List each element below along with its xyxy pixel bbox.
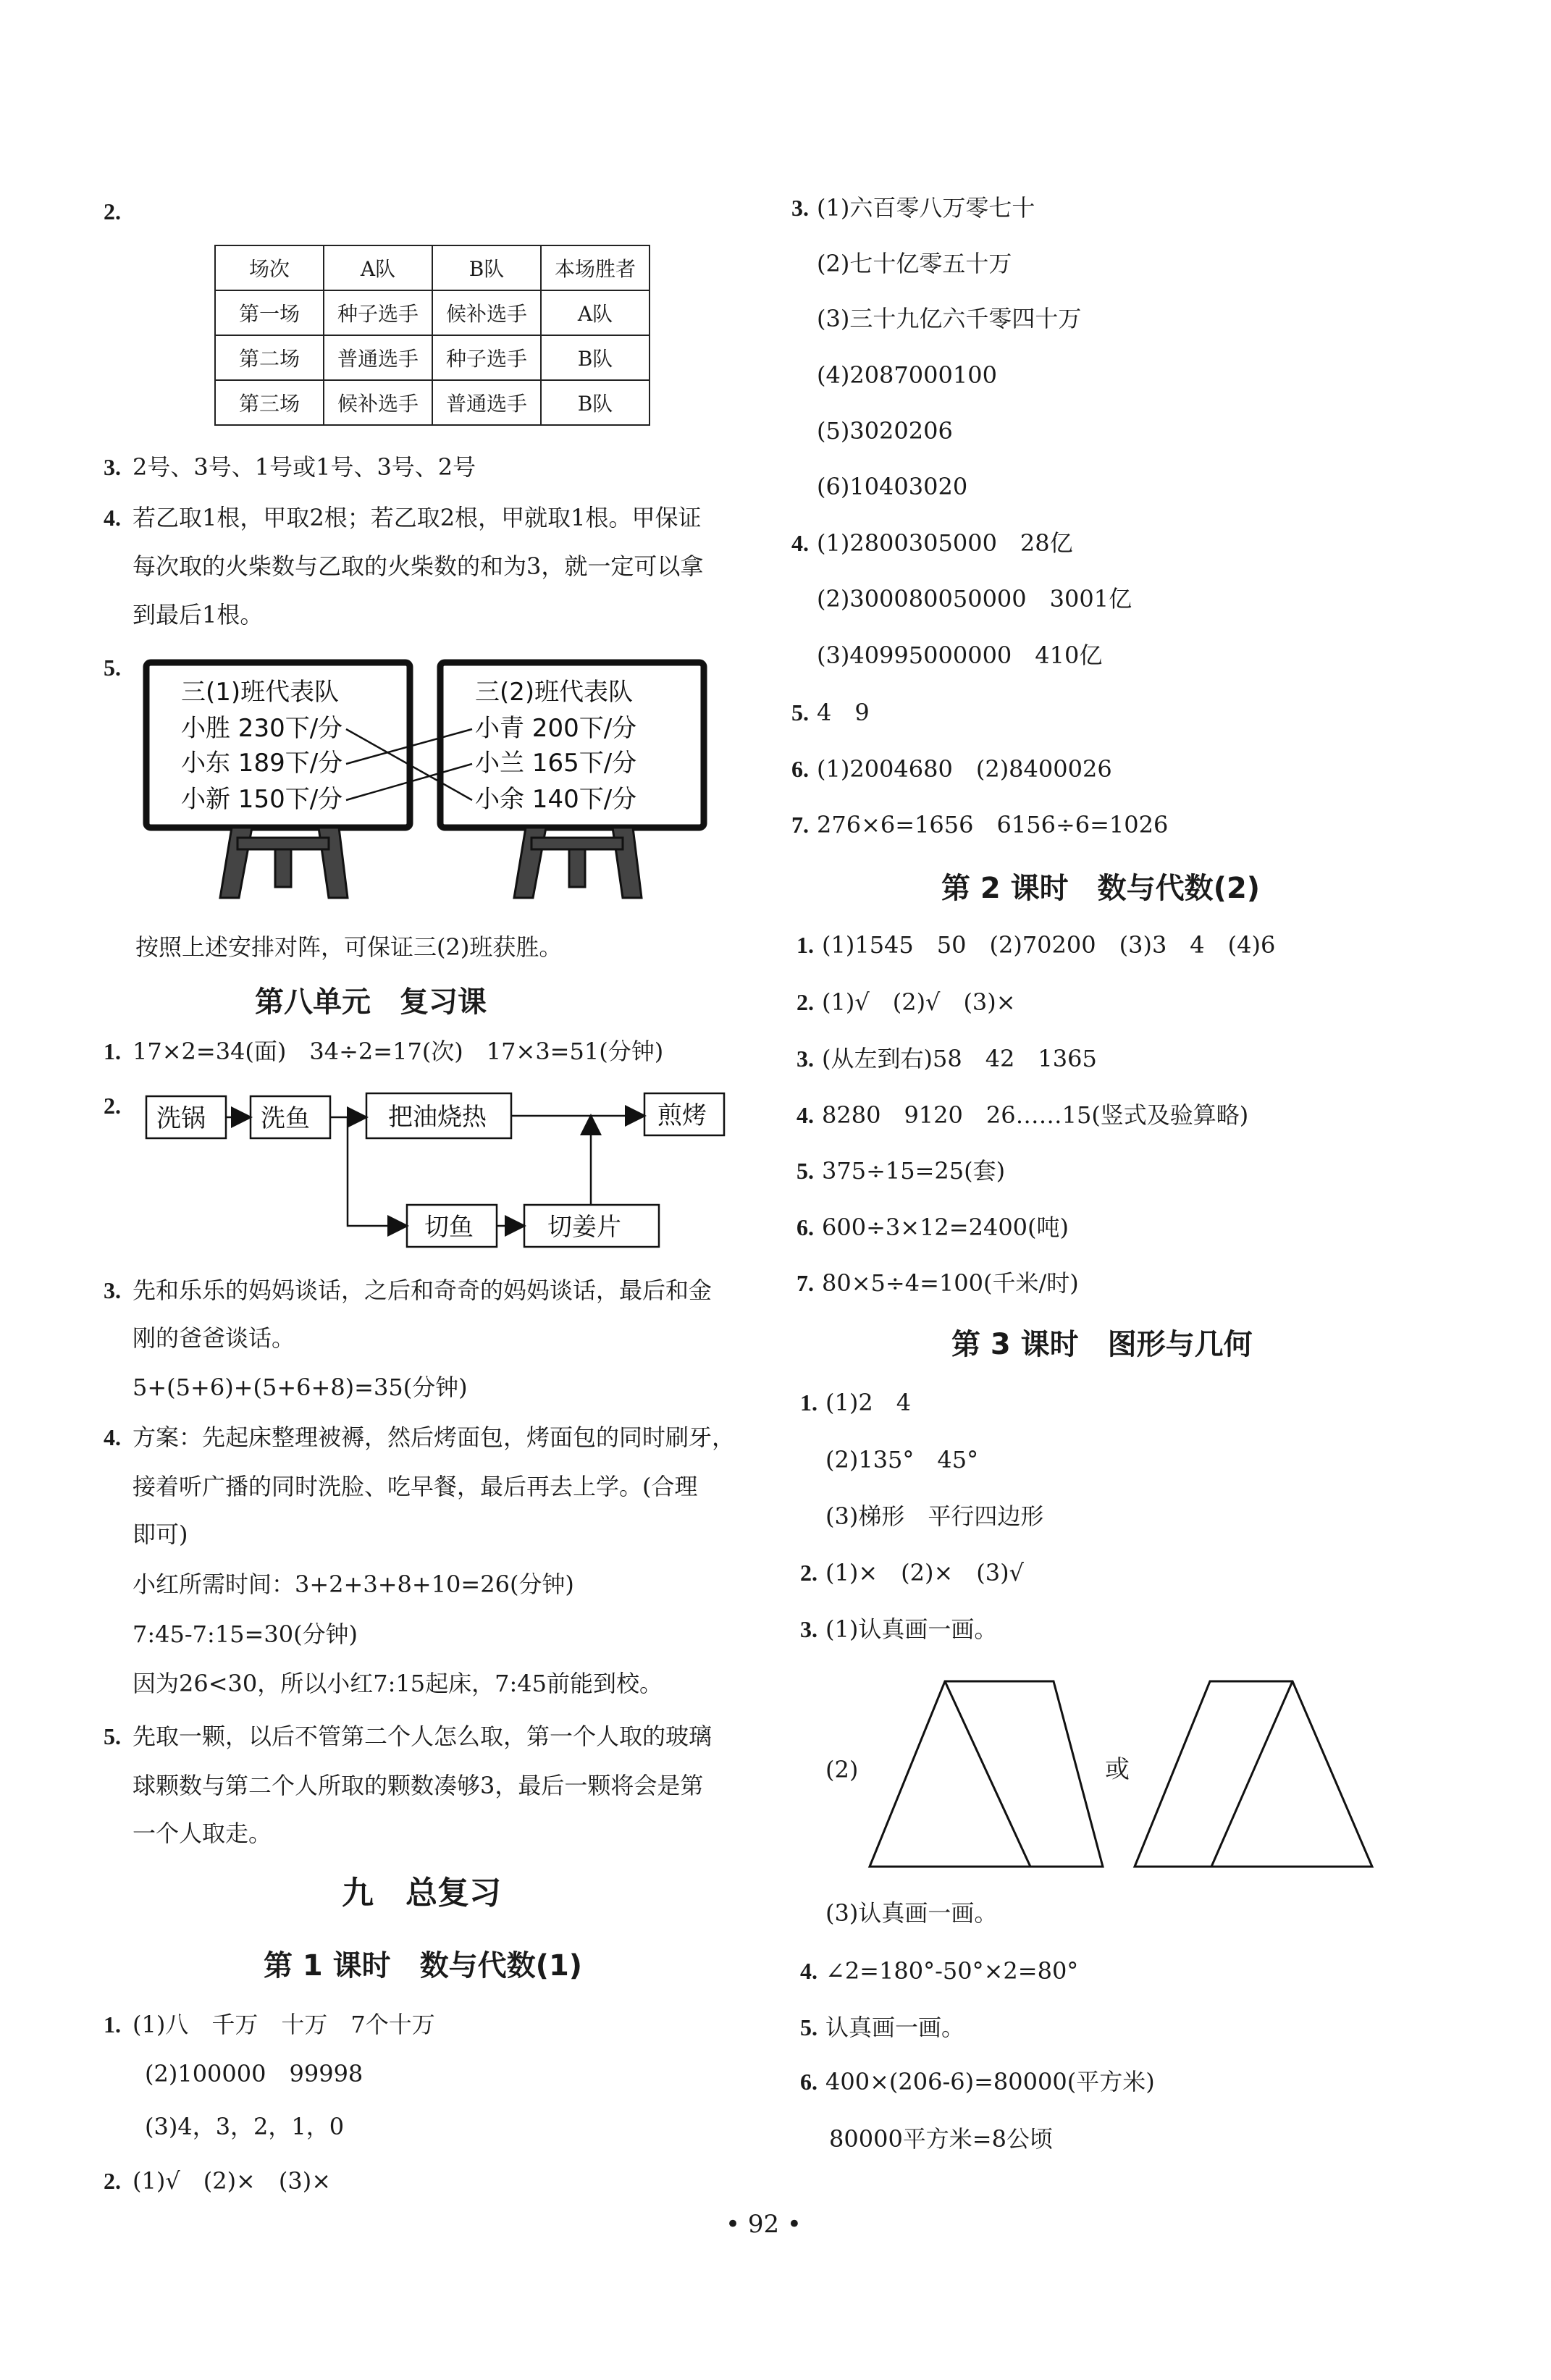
table-header: A队 (324, 245, 432, 290)
table-cell: B队 (541, 380, 650, 425)
l3-q3-fig-label: (2) (825, 1756, 859, 1783)
l3-q2-number: 2. (800, 1560, 817, 1586)
easel-legs (514, 828, 642, 898)
u8-q3-line: 刚的爸爸谈话。 (133, 1324, 295, 1352)
u8-q4-line: 因为26<30，所以小红7:15起床，7:45前能到校。 (133, 1670, 663, 1697)
table-row (215, 290, 650, 335)
flow-label: 切姜片 (547, 1213, 621, 1242)
q5-number: 5. (104, 655, 121, 681)
r-q6-answer: (1)2004680 (2)8400026 (817, 755, 1112, 783)
q3-answer: 2号、3号、1号或1号、3号、2号 (133, 453, 476, 481)
q4-line: 若乙取1根，甲取2根；若乙取2根，甲就取1根。甲保证 (133, 504, 702, 531)
u8-q3-number: 3. (104, 1277, 121, 1303)
l2-item-answer: 600÷3×12=2400(吨) (822, 1214, 1069, 1241)
l3-q6-line: 400×(206-6)=80000(平方米) (825, 2068, 1155, 2095)
q4-line: 每次取的火柴数与乙取的火柴数的和为3，就一定可以拿 (133, 552, 704, 580)
trapezoid-divider (945, 1681, 1030, 1867)
trapezoid-divider (1211, 1681, 1292, 1867)
u8-q4-line: 7:45-7:15=30(分钟) (133, 1620, 358, 1648)
q2-label: 2. (104, 198, 121, 224)
board1-title: 三(1)班代表队 (181, 678, 340, 707)
r-q3-line: (5)3020206 (817, 417, 953, 445)
u8-q5-number: 5. (104, 1723, 121, 1749)
u8-q5-line: 先取一颗，以后不管第二个人怎么取，第一个人取的玻璃 (133, 1723, 713, 1750)
l2-item-answer: (1)1545 50 (2)70200 (3)3 4 (4)6 (822, 931, 1276, 959)
r-q4-line: (2)300080050000 3001亿 (817, 585, 1132, 613)
r-q7-answer: 276×6=1656 6156÷6=1026 (817, 811, 1169, 838)
r-q3-line: (2)七十亿零五十万 (817, 250, 1012, 277)
l2-item-number: 7. (796, 1270, 814, 1296)
trapezoid-left (870, 1681, 1103, 1867)
table-cell: 普通选手 (324, 335, 432, 380)
l3-q1-line: (2)135° 45° (825, 1446, 979, 1473)
lesson3-title: 第 3 课时 图形与几何 (951, 1328, 1253, 1361)
l3-q3-number: 3. (800, 1616, 817, 1642)
table-cell: 候补选手 (432, 290, 541, 335)
table-cell: 普通选手 (432, 380, 541, 425)
l3-q1-number: 1. (800, 1389, 817, 1416)
board2-row: 小青 200下/分 (475, 714, 637, 743)
r-q5-answer: 4 9 (817, 699, 870, 726)
r-q6-number: 6. (791, 756, 809, 782)
u8-q4-line: 小红所需时间：3+2+3+8+10=26(分钟) (133, 1570, 574, 1598)
u8-q1-answer: 17×2=34(面) 34÷2=17(次) 17×3=51(分钟) (133, 1038, 664, 1065)
chapter9-title: 九 总复习 (342, 1875, 501, 1912)
table-row (215, 245, 650, 290)
boards-figure (130, 648, 724, 909)
l3-q3-line: (3)认真画一画。 (825, 1899, 998, 1927)
l2-item-answer: (从左到右)58 42 1365 (822, 1045, 1097, 1072)
board2-row: 小兰 165下/分 (475, 749, 637, 778)
table-cell: 候补选手 (324, 380, 432, 425)
l3-q2-answer: (1)× (2)× (3)√ (825, 1559, 1025, 1586)
r-q3-line: (3)三十九亿六千零四十万 (817, 305, 1082, 332)
l2-item-number: 3. (796, 1046, 814, 1072)
u8-q4-line: 接着听广播的同时洗脸、吃早餐，最后再去上学。(合理 (133, 1473, 698, 1500)
l3-q5-number: 5. (800, 2014, 817, 2040)
l1-q1-line: (3)4，3，2，1，0 (145, 2113, 345, 2140)
l3-q5-answer: 认真画一画。 (825, 2014, 965, 2041)
r-q7-number: 7. (791, 812, 809, 838)
l1-q1-line: (2)100000 99998 (145, 2060, 363, 2087)
u8-q3-line: 5+(5+6)+(5+6+8)=35(分钟) (133, 1374, 468, 1401)
board2-row: 小余 140下/分 (475, 785, 637, 814)
table-cell: 种子选手 (432, 335, 541, 380)
table-header: 本场胜者 (541, 245, 650, 290)
lesson1-title: 第 1 课时 数与代数(1) (264, 1949, 583, 1982)
q3-number: 3. (104, 454, 121, 480)
flow-label: 洗锅 (156, 1104, 206, 1133)
l1-q2-answer: (1)√ (2)× (3)× (133, 2167, 332, 2195)
or-label: 或 (1105, 1755, 1130, 1784)
l2-item-number: 6. (796, 1214, 814, 1240)
table-row (215, 335, 650, 380)
unit8-title: 第八单元 复习课 (255, 985, 487, 1019)
l2-item-answer: (1)√ (2)√ (3)× (822, 988, 1016, 1016)
r-q4-number: 4. (791, 530, 809, 556)
u8-q1-number: 1. (104, 1038, 121, 1064)
table-cell: 第二场 (215, 335, 324, 380)
q4-line: 到最后1根。 (133, 601, 264, 628)
l2-item-number: 5. (796, 1158, 814, 1184)
u8-q4-line: 即可) (133, 1521, 188, 1548)
q5-note: 按照上述安排对阵，可保证三(2)班获胜。 (135, 933, 563, 961)
u8-q2-number: 2. (104, 1093, 121, 1119)
table-cell: 第三场 (215, 380, 324, 425)
easel-legs (220, 828, 348, 898)
q4-number: 4. (104, 505, 121, 531)
match-table (214, 245, 650, 426)
r-q3-number: 3. (791, 195, 809, 221)
l2-item-answer: 8280 9120 26……15(竖式及验算略) (822, 1101, 1249, 1129)
l3-q6-line: 80000平方米=8公顷 (829, 2125, 1053, 2153)
trapezoid-right (1135, 1681, 1372, 1867)
l2-item-answer: 375÷15=25(套) (822, 1157, 1006, 1185)
l2-item-number: 2. (796, 989, 814, 1015)
board1-row: 小新 150下/分 (181, 785, 343, 814)
board1-row: 小胜 230下/分 (181, 714, 343, 743)
u8-q5-line: 一个人取走。 (133, 1820, 272, 1847)
r-q4-line: (3)40995000000 410亿 (817, 642, 1103, 669)
l1-q1-line: (1)八 千万 十万 7个十万 (133, 2011, 435, 2038)
lesson2-title: 第 2 课时 数与代数(2) (941, 872, 1261, 905)
table-row (215, 380, 650, 425)
l3-q1-line: (3)梯形 平行四边形 (825, 1502, 1044, 1530)
r-q5-number: 5. (791, 699, 809, 726)
flow-label: 把油烧热 (388, 1103, 487, 1132)
l1-q2-number: 2. (104, 2168, 121, 2194)
l3-q6-number: 6. (800, 2069, 817, 2095)
l2-item-number: 4. (796, 1102, 814, 1128)
r-q3-line: (1)六百零八万零七十 (817, 194, 1035, 222)
l2-item-answer: 80×5÷4=100(千米/时) (822, 1269, 1079, 1297)
l3-q1-line: (1)2 4 (825, 1389, 912, 1416)
table-header: B队 (432, 245, 541, 290)
table-cell: 第一场 (215, 290, 324, 335)
u8-q3-line: 先和乐乐的妈妈谈话，之后和奇奇的妈妈谈话，最后和金 (133, 1277, 713, 1304)
r-q4-line: (1)2800305000 28亿 (817, 529, 1073, 557)
l3-q3-line: (1)认真画一画。 (825, 1615, 998, 1643)
table-cell: 种子选手 (324, 290, 432, 335)
u8-q4-number: 4. (104, 1424, 121, 1450)
u8-q4-line: 方案：先起床整理被褥，然后烤面包，烤面包的同时刷牙， (133, 1424, 736, 1451)
page-number: • 92 • (726, 2210, 802, 2239)
l2-item-number: 1. (796, 932, 814, 958)
l3-q4-answer: ∠2=180°-50°×2=80° (825, 1957, 1079, 1985)
flow-label: 切鱼 (424, 1213, 474, 1242)
table-cell: B队 (541, 335, 650, 380)
r-q3-line: (6)10403020 (817, 473, 968, 500)
board1-row: 小东 189下/分 (181, 749, 343, 778)
board2-title: 三(2)班代表队 (475, 678, 634, 707)
cooking-flow-diagram (142, 1086, 736, 1260)
table-cell: A队 (541, 290, 650, 335)
r-q3-line: (4)2087000100 (817, 361, 997, 389)
flow-label: 洗鱼 (261, 1104, 310, 1133)
u8-q5-line: 球颗数与第二个人所取的颗数凑够3，最后一颗将会是第 (133, 1772, 704, 1799)
l3-q4-number: 4. (800, 1958, 817, 1984)
flow-label: 煎烤 (657, 1101, 707, 1130)
table-header: 场次 (215, 245, 324, 290)
l1-q1-number: 1. (104, 2011, 121, 2038)
